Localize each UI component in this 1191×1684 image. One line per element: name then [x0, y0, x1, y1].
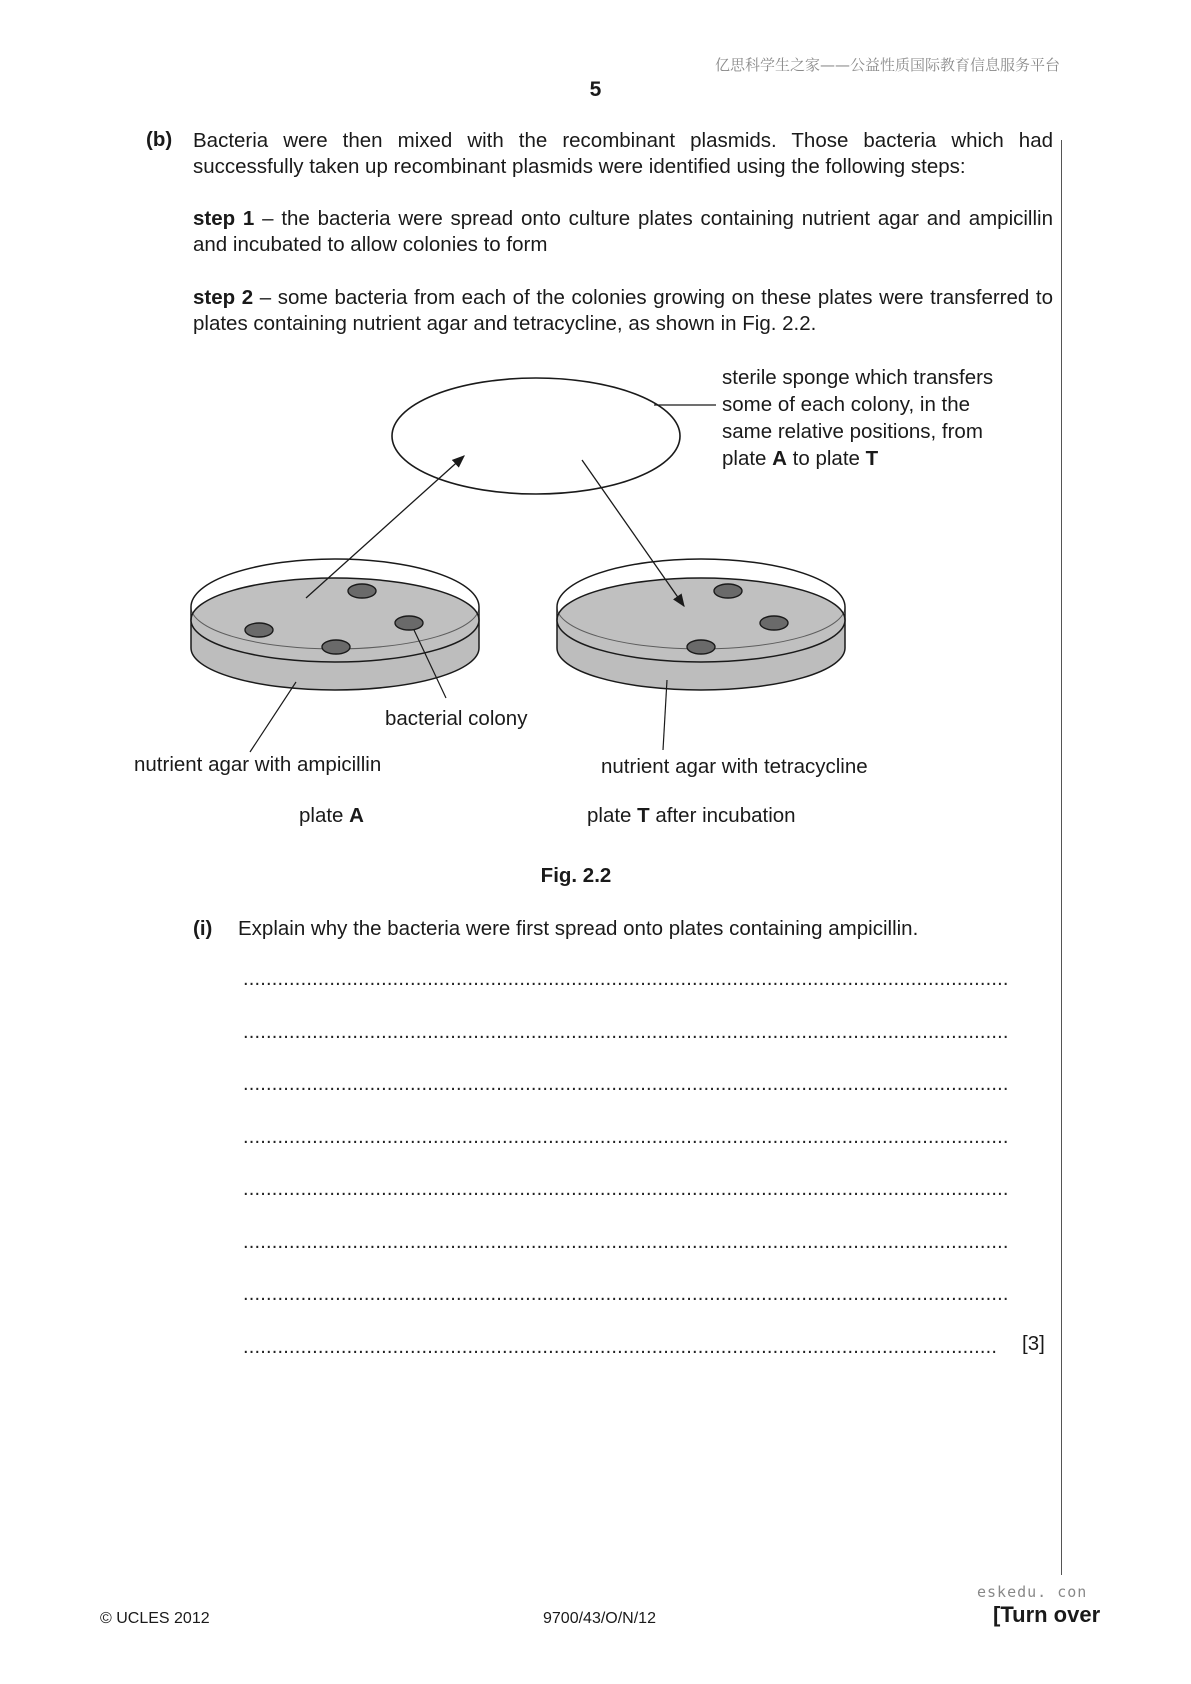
turn-over: [Turn over — [993, 1602, 1101, 1627]
sponge-label-line-2: some of each colony, in the — [722, 393, 971, 416]
sponge-label-plate-a: A — [772, 447, 787, 470]
sponge-label-line-1: sterile sponge which transfers — [722, 366, 994, 389]
colony-a2 — [395, 616, 423, 630]
footer-watermark: eskedu. con — [977, 1583, 1088, 1601]
header-watermark: 亿思科学生之家——公益性质国际教育信息服务平台 — [714, 56, 1060, 74]
step-1-text: – the bacteria were spread onto culture plates containing nutrient agar and ampicillin and incubated to allow colonies to form — [193, 207, 1053, 256]
sponge-ellipse — [392, 378, 680, 494]
marks-label: [3] — [1022, 1332, 1045, 1355]
page-number: 5 — [589, 78, 602, 101]
plate-t — [557, 559, 845, 690]
agar-amp-leader-line — [250, 682, 296, 752]
answer-line-1[interactable]: ..................................................................................................................................... — [243, 968, 1009, 990]
plate-a-caption — [299, 804, 364, 828]
question-i-label: (i) — [193, 917, 213, 940]
question-b-intro: Bacteria were then mixed with the recombinant plasmids. Those bacteria which had successfully taken up recombinant plasmids were identified using the following steps: — [193, 129, 1053, 178]
agar-tetracycline-label: nutrient agar with tetracycline — [601, 755, 868, 778]
colony-t1 — [714, 584, 742, 598]
sponge-label — [722, 364, 993, 472]
figure-caption: Fig. 2.2 — [540, 864, 612, 887]
question-i-text: Explain why the bacteria were first spread onto plates containing ampicillin. — [238, 917, 919, 940]
plate-t-letter: T — [637, 804, 650, 827]
plate-t-after: after incubation — [649, 804, 796, 827]
colony-t3 — [687, 640, 715, 654]
colony-a4 — [322, 640, 350, 654]
step-1-label: step 1 — [193, 207, 255, 230]
plate-a — [191, 559, 479, 690]
sponge-label-plate-word: plate — [722, 447, 773, 470]
sponge-label-line-4 — [722, 445, 993, 472]
plate-a-letter: A — [349, 804, 364, 827]
colony-a3 — [245, 623, 273, 637]
answer-line-4[interactable]: ..................................................................................................................................... — [243, 1126, 1009, 1148]
answer-line-7[interactable]: ..................................................................................................................................... — [243, 1283, 1009, 1305]
colony-a1 — [348, 584, 376, 598]
plate-a-word: plate — [299, 804, 350, 827]
plate-t-word: plate — [587, 804, 638, 827]
colony-t2 — [760, 616, 788, 630]
arrow-plate-a-to-sponge — [306, 456, 464, 598]
agar-tet-leader-line — [663, 680, 667, 750]
plate-t-caption — [587, 804, 796, 828]
answer-line-2[interactable]: ..................................................................................................................................... — [243, 1021, 1009, 1043]
agar-ampicillin-label: nutrient agar with ampicillin — [134, 753, 382, 776]
answer-line-8[interactable]: ................................................................................................................................... — [243, 1336, 998, 1358]
sponge-label-to-plate: to plate — [786, 447, 866, 470]
sponge-label-line-3: same relative positions, from — [722, 420, 983, 443]
step-2-label: step 2 — [193, 286, 254, 309]
answer-line-6[interactable]: ..................................................................................................................................... — [243, 1231, 1009, 1253]
copyright: © UCLES 2012 — [100, 1610, 210, 1627]
answer-line-5[interactable]: ..................................................................................................................................... — [243, 1178, 1009, 1200]
answer-line-3[interactable]: ..................................................................................................................................... — [243, 1073, 1009, 1095]
question-b-label: (b) — [146, 128, 173, 151]
sponge-label-plate-t: T — [865, 447, 879, 470]
step-2-text: – some bacteria from each of the colonies growing on these plates were transferred to plates containing nutrient agar and tetracycline, as shown in Fig. 2.2. — [193, 286, 1053, 335]
bacterial-colony-label: bacterial colony — [385, 707, 528, 730]
paper-code: 9700/43/O/N/12 — [543, 1610, 656, 1627]
